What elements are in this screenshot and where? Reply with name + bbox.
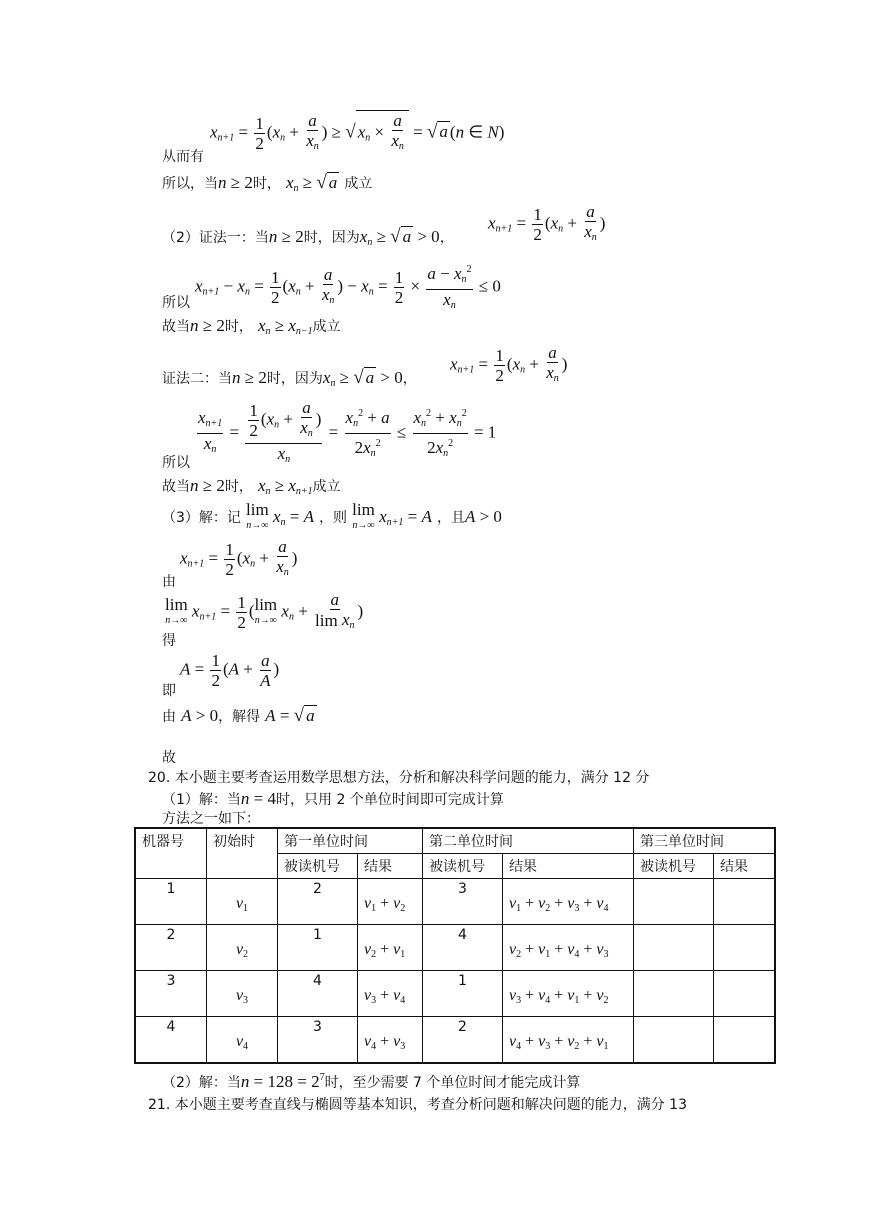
label-therefore: 故 — [162, 750, 176, 766]
cell-read1: 4 — [278, 971, 358, 1017]
subheader-read2: 被读机号 — [423, 854, 503, 879]
subheader-read3: 被读机号 — [634, 854, 714, 879]
cell-res2: v4 + v3 + v2 + v1 — [503, 1017, 634, 1063]
table-row — [135, 971, 775, 1017]
formula-limit-eq: lim n→∞ $x_{n+1}$ = $\frac{1}{2}$ ( lim n→∞ $x_n$ + a lim $x_n$ ) — [165, 590, 364, 632]
header-initial: 初始时 — [207, 828, 278, 879]
formula-ratio: $\frac{x_{n+1}}{x_n}$ = $\frac{1}{2}$ ($x_n$ + $\frac{a}{x_n}$ ) $x_n$ = $\frac{x_n^2 + a}{2x_n^2}$ ≤ $\frac{x_n^2 + x_n^2}{2x_n^2}$ = 1 — [198, 398, 497, 465]
cell-machine: 2 — [135, 925, 207, 971]
cell-read3 — [634, 925, 714, 971]
line-proof-2: 证法二：当n ≥ 2时，因为$x_n$ ≥ √ a > 0， — [162, 367, 417, 389]
subheader-res2: 结果 — [503, 854, 634, 879]
formula-recurrence-1: $x_{n+1}$ = $\frac{1}{2}$ ($x_n$ + $\frac{a}{x_n}$ ) — [488, 202, 606, 244]
line-conclusion-2: 故当n ≥ 2时， $x_n \ge x_{n-1}$成立 — [162, 316, 341, 337]
cell-machine: 4 — [135, 1017, 207, 1063]
subheader-res3: 结果 — [714, 854, 776, 879]
table-row — [135, 879, 775, 925]
q20-part1: （1）解：当n = 4时，只用 2 个单位时间即可完成计算 — [162, 789, 504, 808]
line-conclusion-1: 所以，当n ≥ 2时， $x_n$ ≥ √ a 成立 — [162, 172, 373, 194]
formula-recurrence-2: $x_{n+1}$ = $\frac{1}{2}$ ($x_n$ + $\frac{a}{x_n}$ ) — [450, 343, 568, 385]
label-congerhaveyou: 从而有 — [162, 149, 204, 165]
cell-res3 — [714, 879, 776, 925]
label-get: 得 — [162, 633, 176, 649]
cell-read2: 4 — [423, 925, 503, 971]
table-row — [135, 925, 775, 971]
line-conclusion-3: 故当n ≥ 2时， $x_n \ge x_{n+1}$成立 — [162, 476, 341, 497]
cell-read3 — [634, 1017, 714, 1063]
cell-read2: 1 — [423, 971, 503, 1017]
line-solve: 由 A > 0，解得 A = √ a — [162, 705, 315, 726]
cell-init: v4 — [207, 1017, 278, 1063]
header-unit2: 第二单位时间 — [423, 828, 634, 854]
q20-method: 方法之一如下： — [162, 811, 260, 827]
line-proof-1: （2）证法一：当n ≥ 2时，因为$x_n$ ≥ √ a > 0， — [162, 226, 454, 248]
line-limit-def: （3）解：记 lim n→∞ $x_n = A$ ，则 lim n→∞ $x_{n+1} = A$ ，且A > 0 — [162, 500, 502, 531]
header-unit1: 第一单位时间 — [278, 828, 423, 854]
cell-read2: 3 — [423, 879, 503, 925]
label-ie: 即 — [162, 683, 176, 699]
label-from-1: 由 — [162, 574, 176, 590]
label-so-2: 所以 — [162, 455, 190, 471]
cell-machine: 3 — [135, 971, 207, 1017]
cell-res1: v1 + v2 — [358, 879, 423, 925]
cell-res3 — [714, 1017, 776, 1063]
subheader-res1: 结果 — [358, 854, 423, 879]
q20-heading: 20. 本小题主要考查运用数学思想方法，分析和解决科学问题的能力，满分 12 分 — [148, 770, 650, 786]
cell-read3 — [634, 971, 714, 1017]
cell-read1: 3 — [278, 1017, 358, 1063]
cell-res3 — [714, 971, 776, 1017]
cell-read2: 2 — [423, 1017, 503, 1063]
cell-res2: v3 + v4 + v1 + v2 — [503, 971, 634, 1017]
header-unit3: 第三单位时间 — [634, 828, 776, 854]
cell-res3 — [714, 925, 776, 971]
cell-machine: 1 — [135, 879, 207, 925]
cell-res2: v2 + v1 + v4 + v3 — [503, 925, 634, 971]
cell-read3 — [634, 879, 714, 925]
label-so-1: 所以 — [162, 295, 190, 311]
formula-A: A = $\frac{1}{2}$ (A + $\frac{a}{A}$ ) — [180, 651, 280, 690]
formula-recurrence-3: $x_{n+1}$ = $\frac{1}{2}$ ($x_n$ + $\frac{a}{x_n}$ ) — [180, 537, 298, 579]
formula-difference: $x_{n+1} - x_n$ = $\frac{1}{2}$ ($x_n$ + $\frac{a}{x_n}$ ) − $x_n$ = $\frac{1}{2}$ × $\frac{a - x_n^2}{x_n}$ ≤ 0 — [195, 260, 501, 315]
cell-read1: 1 — [278, 925, 358, 971]
cell-init: v3 — [207, 971, 278, 1017]
subheader-read1: 被读机号 — [278, 854, 358, 879]
cell-init: v2 — [207, 925, 278, 971]
table-row — [135, 1017, 775, 1063]
cell-read1: 2 — [278, 879, 358, 925]
header-machine: 机器号 — [135, 828, 207, 879]
formula-am-gm: $x_{n+1}$ = $\frac{1}{2}$ ($x_n$ + $\frac{a}{x_n}$ ) ≥ √ $x_n$ × $\frac{a}{x_n}$ = √ a (n ∈ N) — [210, 110, 504, 156]
q20-part2: （2）解：当$n = 128 = 2^7$时，至少需要 7 个单位时间才能完成计算 — [162, 1072, 581, 1091]
cell-res1: v2 + v1 — [358, 925, 423, 971]
cell-res1: v4 + v3 — [358, 1017, 423, 1063]
cell-res2: v1 + v2 + v3 + v4 — [503, 879, 634, 925]
computation-table — [134, 827, 776, 1064]
cell-init: v1 — [207, 879, 278, 925]
q21-heading: 21. 本小题主要考查直线与椭圆等基本知识，考查分析问题和解决问题的能力，满分 13 — [148, 1097, 687, 1113]
cell-res1: v3 + v4 — [358, 971, 423, 1017]
